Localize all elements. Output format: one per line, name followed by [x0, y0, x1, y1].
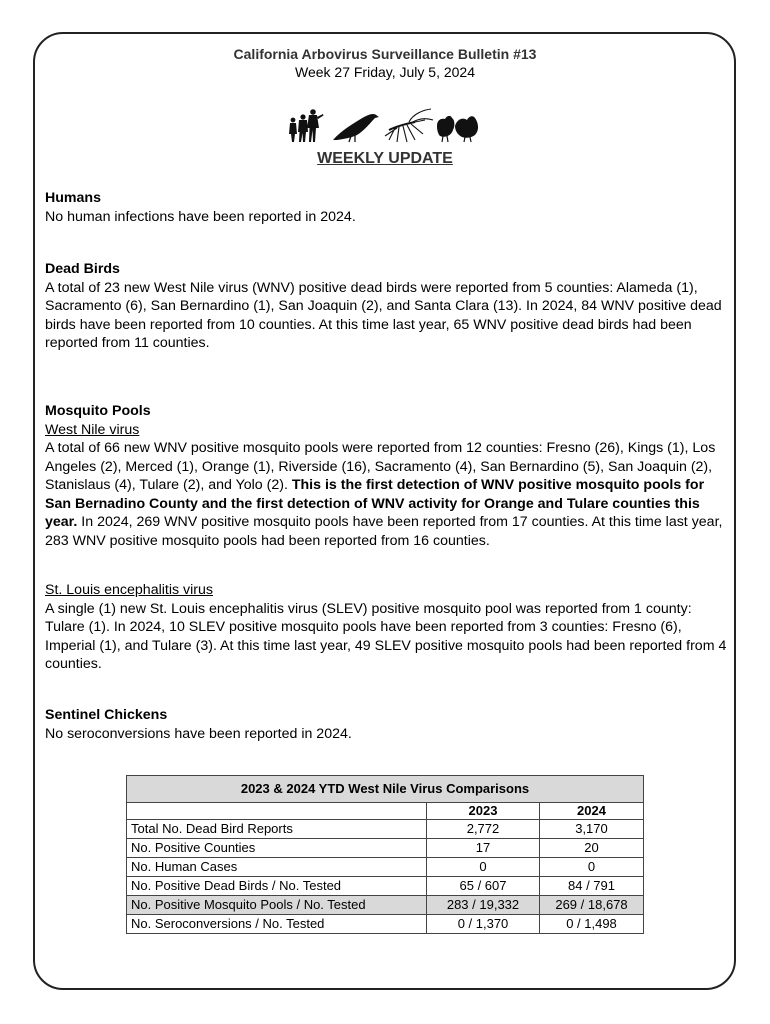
table-row — [127, 896, 644, 915]
wnv-subheading: West Nile virus — [45, 421, 140, 438]
row-value-2024: 0 — [540, 858, 644, 877]
row-value-2024: 269 / 18,678 — [540, 896, 644, 915]
bird-icon — [333, 114, 379, 142]
bulletin-header — [0, 45, 770, 81]
table-row — [127, 915, 644, 934]
wnv-text-part1: A total of 66 new WNV positive mosquito pools were reported from 12 counties: Fresno (26), Kings (1), Los Angeles (2), Merced (1), Orange (1), Riverside (16), Sacramento (4), San Bernardino (5), San Joaquin (2), Stanislaus (4), Tulare (2), and Yolo (2). — [45, 440, 716, 493]
row-value-2024: 20 — [540, 839, 644, 858]
sentinel-chickens-text: No seroconversions have been reported in 2024. — [45, 725, 352, 742]
humans-section — [45, 189, 730, 226]
chickens-icon — [437, 116, 478, 142]
row-value-2023: 283 / 19,332 — [427, 896, 540, 915]
table-row — [127, 877, 644, 896]
slev-section — [45, 581, 730, 674]
table-row — [127, 858, 644, 877]
table-header-blank — [127, 803, 427, 820]
slev-subheading: St. Louis encephalitis virus — [45, 582, 213, 598]
dead-birds-section — [45, 260, 730, 353]
row-value-2023: 0 / 1,370 — [427, 915, 540, 934]
row-value-2023: 17 — [427, 839, 540, 858]
row-value-2024: 0 / 1,498 — [540, 915, 644, 934]
bulletin-icons — [285, 106, 485, 146]
dead-birds-heading: Dead Birds — [45, 261, 120, 277]
row-value-2023: 2,772 — [427, 820, 540, 839]
table-caption: 2023 & 2024 YTD West Nile Virus Comparisons — [127, 776, 644, 803]
row-value-2023: 0 — [427, 858, 540, 877]
humans-text: No human infections have been reported in 2024. — [45, 208, 356, 225]
row-value-2023: 65 / 607 — [427, 877, 540, 896]
row-label: No. Positive Mosquito Pools / No. Tested — [127, 896, 427, 915]
bulletin-title: California Arbovirus Surveillance Bulletin #13 — [233, 46, 537, 62]
table-row — [127, 820, 644, 839]
humans-heading: Humans — [45, 190, 101, 206]
table-row — [127, 839, 644, 858]
sentinel-chickens-heading: Sentinel Chickens — [45, 707, 168, 723]
weekly-update-heading: WEEKLY UPDATE — [317, 150, 453, 167]
mosquito-pools-heading: Mosquito Pools — [45, 403, 151, 419]
sentinel-chickens-section — [45, 706, 730, 743]
mosquito-icon — [385, 109, 433, 142]
table-header-2024: 2024 — [540, 803, 644, 820]
bulletin-date: Week 27 Friday, July 5, 2024 — [294, 64, 476, 80]
slev-text: A single (1) new St. Louis encephalitis virus (SLEV) positive mosquito pool was reported from 1 county: Tulare (1). In 2024, 10 SLEV positive mosquito pools have been reported from 3 counties: Fresno (6), Imperial (1), and Tulare (3). At this time last year, 49 SLEV positive mosquito pools had been reported from 4 counties. — [45, 600, 727, 672]
mosquito-pools-section — [45, 402, 730, 550]
row-value-2024: 84 / 791 — [540, 877, 644, 896]
row-label: No. Human Cases — [127, 858, 427, 877]
people-icon — [289, 109, 324, 142]
row-label: No. Positive Dead Birds / No. Tested — [127, 877, 427, 896]
row-value-2024: 3,170 — [540, 820, 644, 839]
wnv-comparison-table — [126, 775, 644, 934]
dead-birds-text: A total of 23 new West Nile virus (WNV) positive dead birds were reported from 5 counties: Alameda (1), Sacramento (6), San Bernardino (1), San Joaquin (2), and Santa Clara (13). In 2024, 84 WNV positive dead birds have been reported from 10 counties. At this time last year, 65 WNV positive dead birds had been reported from 11 counties. — [45, 279, 722, 351]
row-label: No. Seroconversions / No. Tested — [127, 915, 427, 934]
wnv-text-bold: This is the first detection of WNV positive mosquito pools for San Bernadino County and the first detection of WNV activity for Orange and Tulare counties this year. — [45, 477, 705, 530]
wnv-text — [45, 439, 730, 550]
wnv-text-part2: In 2024, 269 WNV positive mosquito pools have been reported from 17 counties. At this time last year, 283 WNV positive mosquito pools had been reported from 16 counties. — [45, 514, 723, 549]
row-label: Total No. Dead Bird Reports — [127, 820, 427, 839]
row-label: No. Positive Counties — [127, 839, 427, 858]
table-header-2023: 2023 — [427, 803, 540, 820]
